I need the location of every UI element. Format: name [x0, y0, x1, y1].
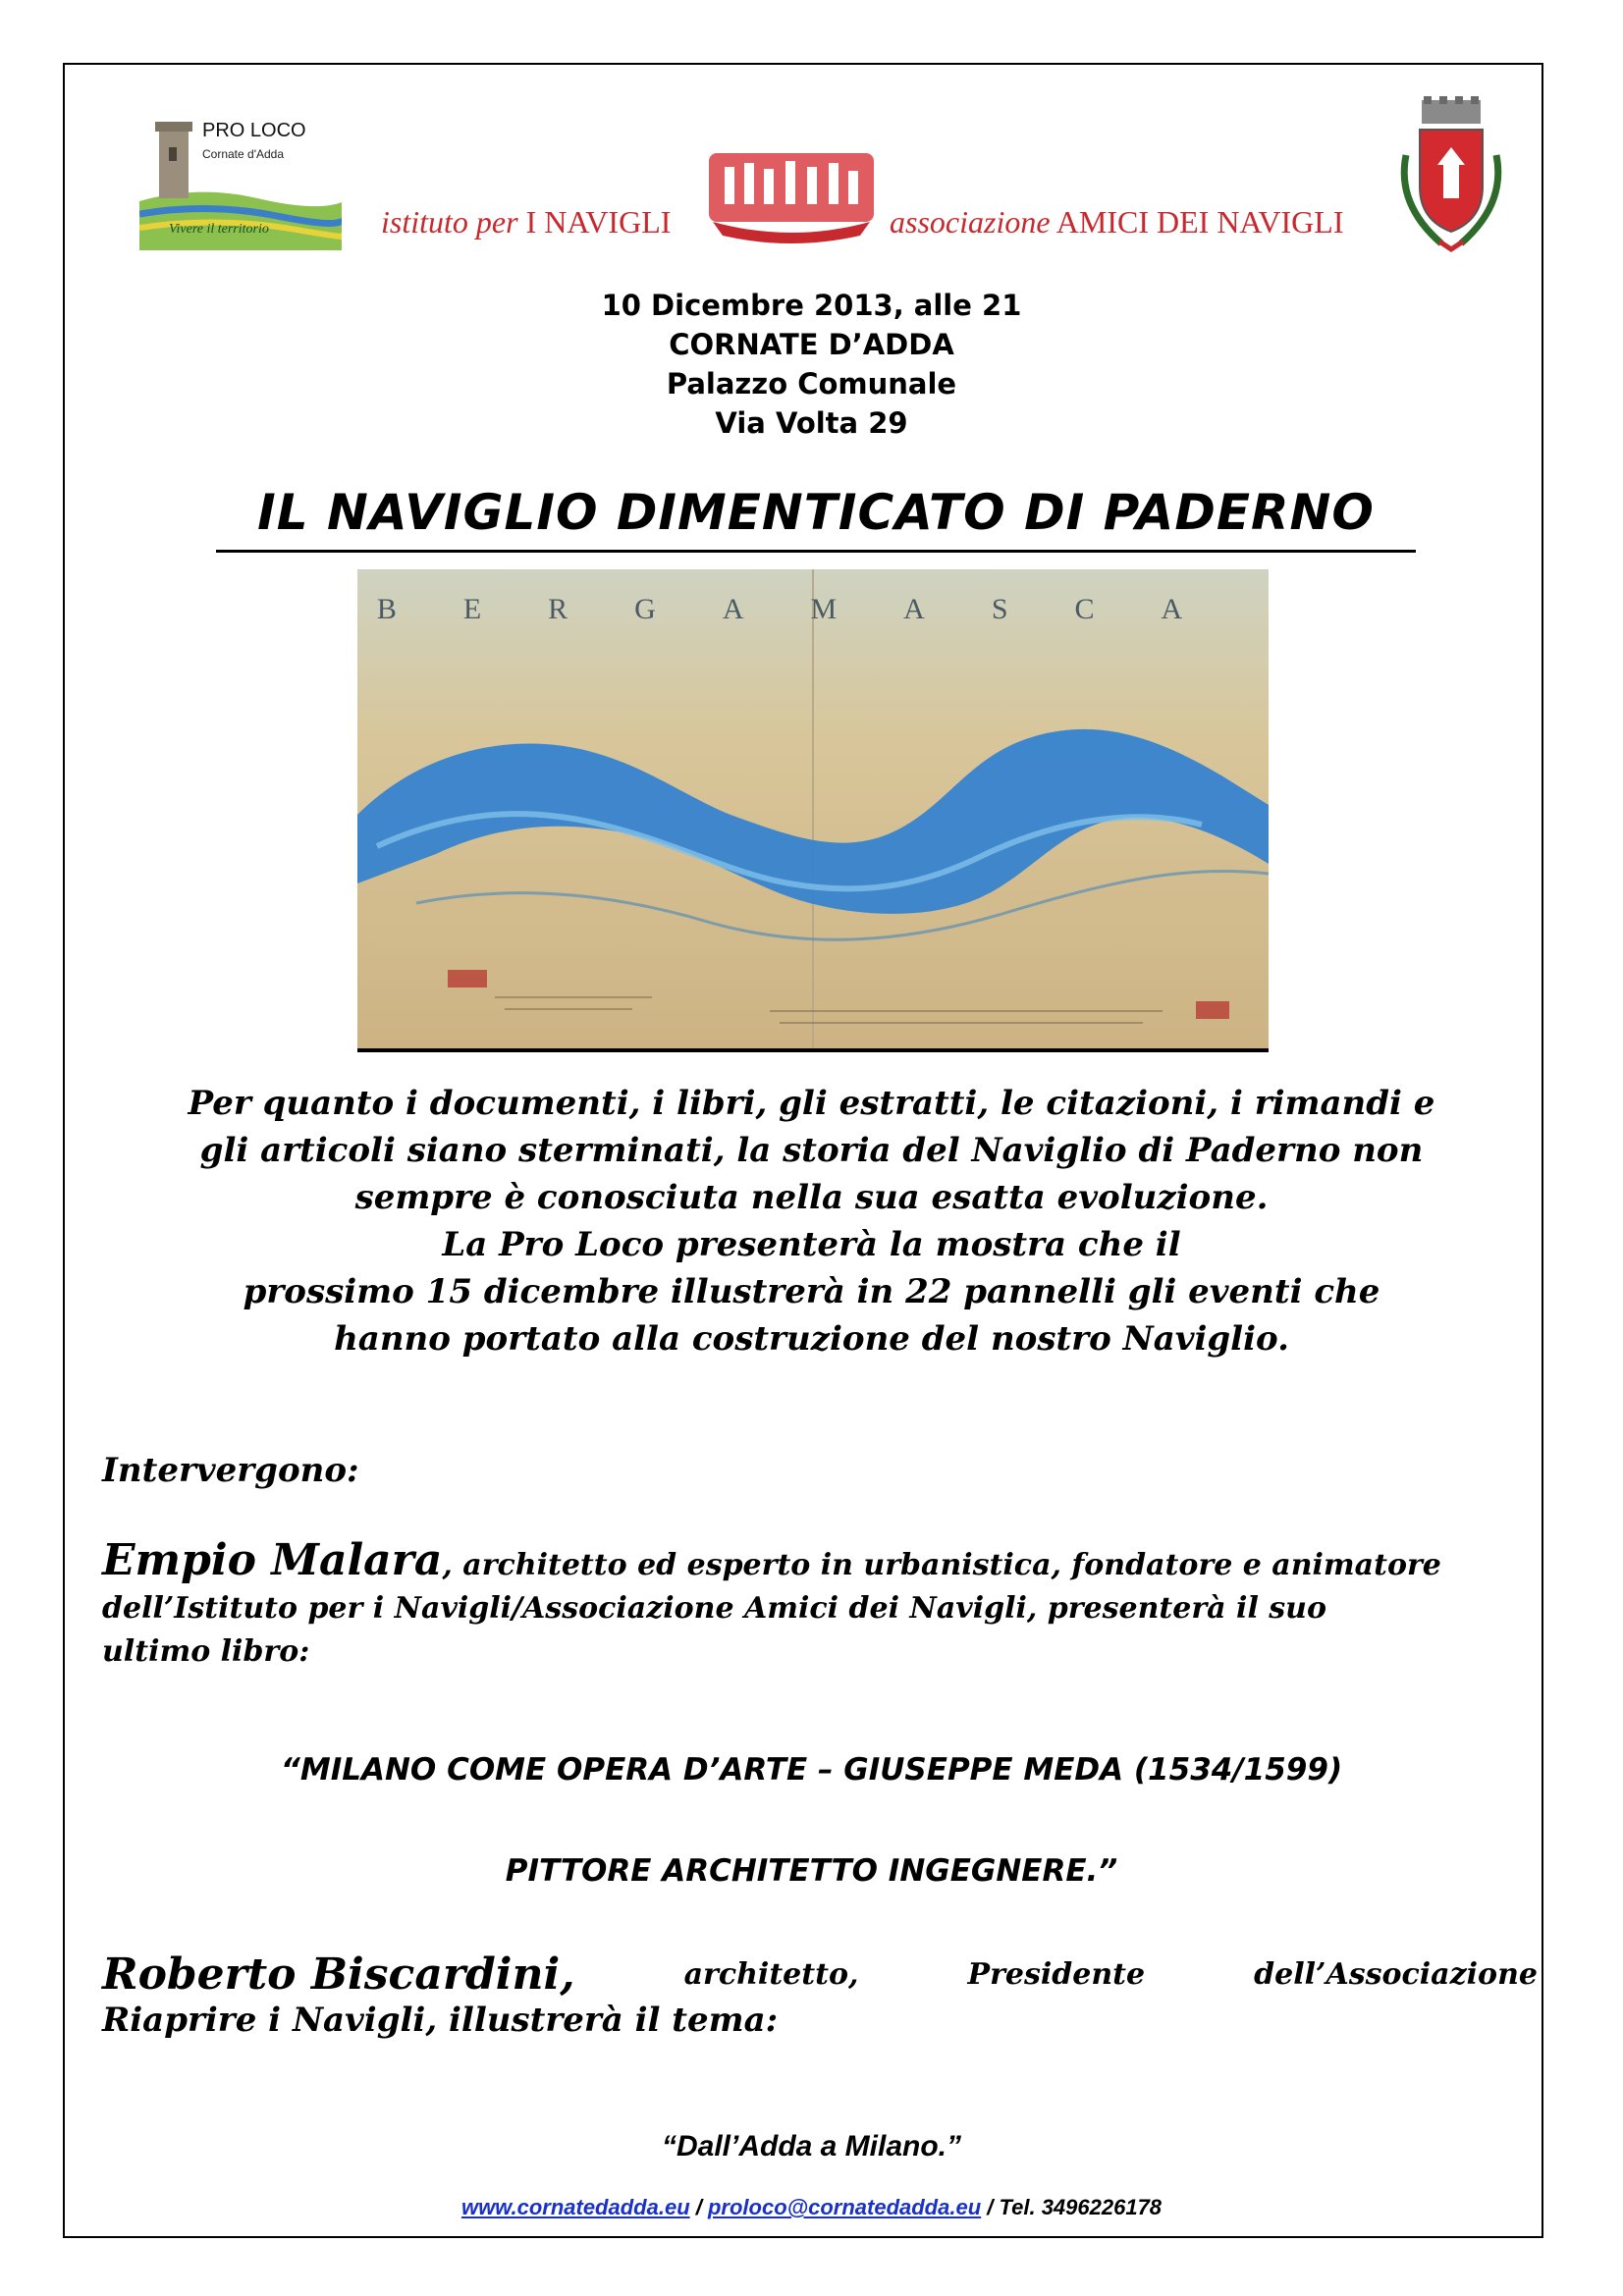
- coat-of-arms-icon: [1392, 96, 1510, 253]
- intro-line: La Pro Loco presenterà la mostra che il: [442, 1225, 1181, 1264]
- speaker1-name: Empio Malara: [102, 1535, 443, 1585]
- page-title: IL NAVIGLIO DIMENTICATO DI PADERNO: [257, 484, 1375, 541]
- proloco-logo: [139, 108, 342, 250]
- boat-emblem-icon: [703, 145, 880, 243]
- speaker2-word: Presidente: [967, 1957, 1146, 1992]
- proloco-motto: Vivere il territorio: [169, 222, 269, 237]
- istituto-label: [381, 204, 671, 240]
- footer-separator: /: [689, 2195, 708, 2219]
- historic-map-image: [357, 569, 1269, 1052]
- istituto-prefix: istituto per: [381, 204, 518, 240]
- speaker2-line1: [102, 1949, 1538, 2000]
- book-title-line1: “MILANO COME OPERA D’ARTE – GIUSEPPE MEDA (1534/1599): [280, 1752, 1343, 1788]
- title-underline: [216, 483, 1416, 553]
- associazione-suffix: AMICI DEI NAVIGLI: [1055, 204, 1344, 240]
- speaker2-word: architetto,: [683, 1957, 859, 1992]
- intro-line: prossimo 15 dicembre illustrerà in 22 pannelli gli eventi che: [243, 1272, 1380, 1311]
- speaker2-line2: Riaprire i Navigli, illustrerà il tema:: [102, 2001, 779, 2040]
- proloco-subtitle: Cornate d'Adda: [202, 147, 285, 161]
- book-title-line2: PITTORE ARCHITETTO INGEGNERE.”: [505, 1853, 1118, 1889]
- speakers-heading: Intervergono:: [102, 1451, 359, 1490]
- associazione-prefix: associazione: [890, 204, 1051, 240]
- website-link[interactable]: www.cornatedadda.eu: [460, 2195, 690, 2219]
- river-map-icon: [357, 569, 1269, 1048]
- intro-line: gli articoli siano sterminati, la storia del Naviglio di Paderno non: [199, 1131, 1424, 1170]
- proloco-title: PRO LOCO: [202, 120, 306, 141]
- speaker1-block: [102, 1535, 1536, 1674]
- speaker1-desc1: , architetto ed esperto in urbanistica, fondatore e animatore: [442, 1548, 1441, 1582]
- event-date: 10 Dicembre 2013, alle 21: [601, 289, 1022, 322]
- event-address: Via Volta 29: [715, 406, 908, 440]
- intro-paragraph: [98, 1080, 1525, 1362]
- speaker1-desc2: dell’Istituto per i Navigli/Associazione Amici dei Navigli, presenterà il suo: [102, 1591, 1326, 1626]
- speaker2-name: Roberto Biscardini,: [102, 1949, 575, 2000]
- speaker2-word: dell’Associazione: [1254, 1957, 1538, 1992]
- istituto-suffix: I NAVIGLI: [525, 204, 672, 240]
- speaker2-block: [102, 1949, 1538, 2044]
- footer-contacts: [0, 2195, 1623, 2220]
- associazione-label: [890, 204, 1343, 240]
- email-link[interactable]: proloco@cornatedadda.eu: [707, 2195, 982, 2219]
- intro-line: Per quanto i documenti, i libri, gli estratti, le citazioni, i rimandi e: [188, 1084, 1435, 1123]
- intro-line: hanno portato alla costruzione del nostro Naviglio.: [334, 1319, 1289, 1359]
- talk-theme: “Dall’Adda a Milano.”: [661, 2130, 962, 2163]
- navigli-banner: [373, 145, 1355, 253]
- map-region-label: BERGAMASCA: [376, 593, 1250, 625]
- phone-number: / Tel. 3496226178: [981, 2195, 1163, 2219]
- speaker1-desc3: ultimo libro:: [102, 1634, 310, 1669]
- event-venue: Palazzo Comunale: [666, 367, 957, 400]
- event-town: CORNATE D’ADDA: [669, 328, 954, 361]
- speaker1-line: [102, 1535, 1536, 1587]
- intro-line: sempre è conosciuta nella sua esatta evoluzione.: [354, 1178, 1269, 1217]
